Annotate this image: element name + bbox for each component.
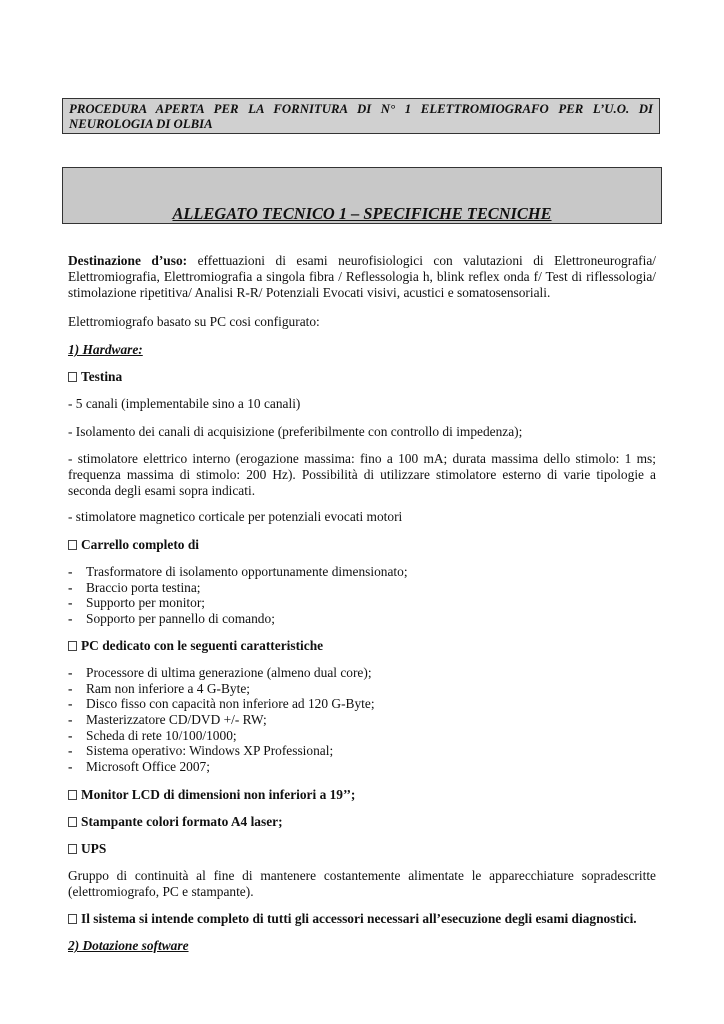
title-box [62,167,662,224]
testina-stimolatore-paragraph [68,451,656,499]
procedure-header-line1: PROCEDURA APERTA PER LA FORNITURA DI N° 1 ELETTROMIOGRAFO PER L’U.O. DI [69,102,653,116]
software-heading: 2) Dotazione software [68,938,189,953]
list-item: - Sistema operativo: Windows XP Professional; [68,743,334,759]
pc-heading [68,638,656,654]
testina-channels: - 5 canali (implementabile sino a 10 canali) [68,396,301,411]
destinazione-label: Destinazione d’uso: [68,253,188,268]
list-item: - Ram non inferiore a 4 G-Byte; [68,680,250,696]
checkbox-icon [68,641,77,651]
checkbox-icon [68,540,77,550]
stimolatore-line3: seconda degli esami sopra indicati. [68,483,256,498]
checkbox-icon [68,790,77,800]
intro-text: Elettromiografo basato su PC cosi configurato: [68,314,320,329]
list-item: - Masterizzatore CD/DVD +/- RW; [68,712,267,728]
list-item: - Disco fisso con capacità non inferiore ad 120 G-Byte; [68,696,375,712]
stimolatore-line1: - stimolatore elettrico interno (erogazione massima: fino a 100 mA; durata massima dello stimolo: 1 ms; [68,451,656,466]
list-item: - Trasformatore di isolamento opportunamente dimensionato; [68,564,408,579]
destinazione-line1: effettuazioni di esami neurofisiologici con valutazioni di Elettroneurografia/ [187,253,656,268]
checkbox-icon [68,372,77,382]
ups-line2: (elettromiografo, PC e stampante). [68,884,254,899]
testina-magnetic: - stimolatore magnetico corticale per potenziali evocati motori [68,509,403,524]
stimolatore-line2: frequenza massima di stimolo: 200 Hz). Possibilità di utilizzare stimolatore esterno di varie tipologie a [68,467,656,482]
stampante-label: Stampante colori formato A4 laser; [81,814,283,829]
ups-paragraph [68,868,656,900]
list-item: - Braccio porta testina; [68,579,201,595]
checkbox-icon [68,844,77,854]
pc-heading-label: PC dedicato con le seguenti caratteristiche [81,638,324,653]
carrello-heading [68,537,656,553]
carrello-list [68,564,656,627]
list-item: - Supporto per monitor; [68,595,206,611]
checkbox-icon [68,914,77,924]
destinazione-line2: Elettromiografia, Elettromiografia a singola fibra / Reflessologia h, blink reflex onda f/ Test di riflessologia/ [68,269,656,284]
monitor-heading [68,787,656,803]
list-item: - Scheda di rete 10/100/1000; [68,727,237,743]
list-item: - Sopporto per pannello di comando; [68,611,275,627]
checkbox-icon [68,817,77,827]
destinazione-paragraph [68,253,656,301]
procedure-header-line2: NEUROLOGIA DI OLBIA [69,117,213,131]
procedure-header-box [62,98,660,134]
ups-heading-label: UPS [81,841,107,856]
carrello-heading-label: Carrello completo di [81,537,200,552]
ups-line1: Gruppo di continuità al fine di mantenere costantemente alimentate le apparecchiature sopradescritte [68,868,656,883]
destinazione-line3: stimolazione ripetitiva/ Analisi R-R/ Potenziali Evocati visivi, acustici e somatosensoriali. [68,285,551,300]
testina-heading [68,369,656,385]
testina-heading-label: Testina [81,369,123,384]
list-item: - Processore di ultima generazione (almeno dual core); [68,665,372,680]
pc-list [68,665,656,775]
testina-isolation: - Isolamento dei canali di acquisizione (preferibilmente con controllo di impedenza); [68,424,523,439]
monitor-label: Monitor LCD di dimensioni non inferiori a 19’’; [81,787,356,802]
document-title: ALLEGATO TECNICO 1 – SPECIFICHE TECNICHE [172,204,552,223]
sistema-heading [68,911,656,927]
hardware-heading: 1) Hardware: [68,342,143,357]
stampante-heading [68,814,656,830]
list-item: - Microsoft Office 2007; [68,759,210,775]
ups-heading [68,841,656,857]
sistema-label: Il sistema si intende completo di tutti gli accessori necessari all’esecuzione degli esami diagnostici. [81,911,637,926]
